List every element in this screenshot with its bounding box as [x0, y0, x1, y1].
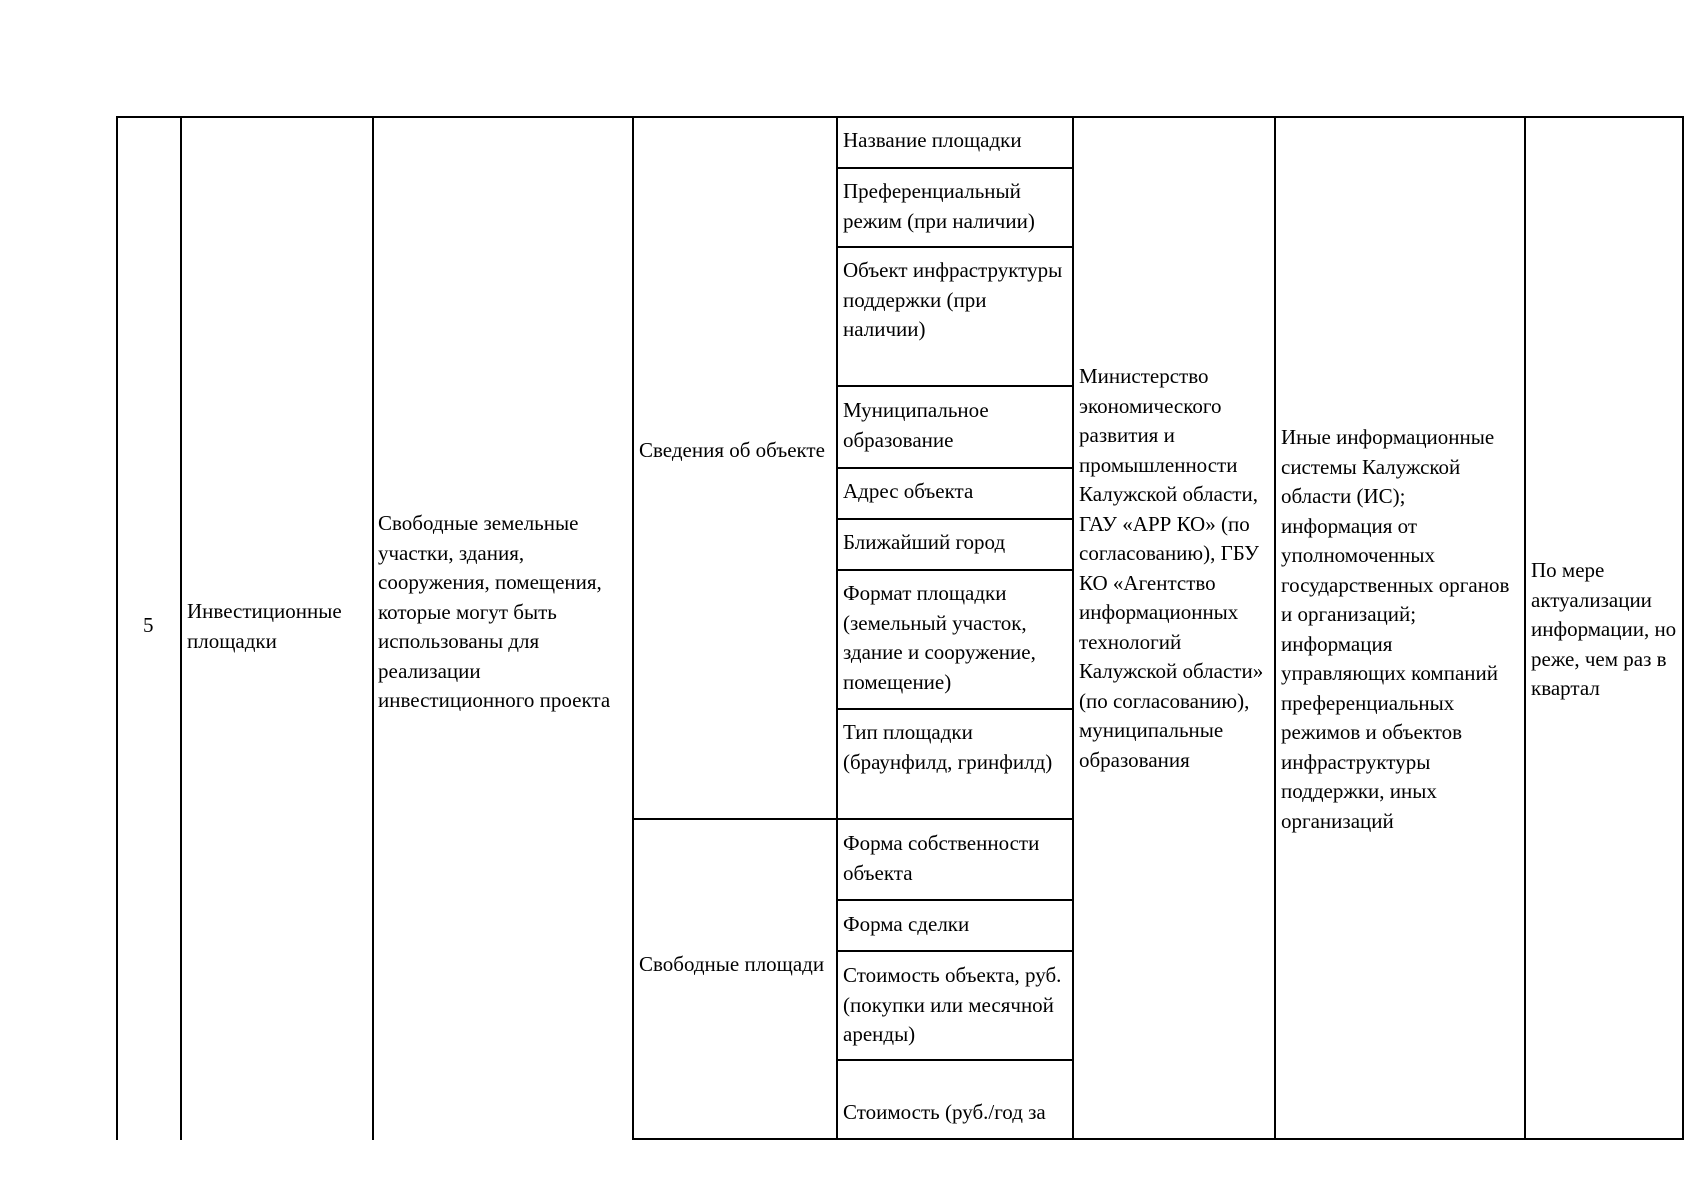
field-label: Формат площадки (земельный участок, здание и сооружение, помещение): [843, 581, 1036, 694]
column-divider: [836, 116, 838, 1140]
field-divider: [836, 950, 1074, 952]
field-divider: [836, 167, 1074, 169]
column-divider: [632, 116, 634, 1140]
table-border-bottom: [632, 1138, 1684, 1140]
column-divider: [1072, 116, 1074, 1140]
column-divider: [1274, 116, 1276, 1140]
column-divider: [180, 116, 182, 1140]
field-label: Преференциальный режим (при наличии): [843, 179, 1035, 233]
table-border-top: [116, 116, 1684, 118]
field-divider: [836, 899, 1074, 901]
field-label: Форма сделки: [843, 912, 970, 936]
field-divider: [836, 1059, 1074, 1061]
section-name: Инвестиционные площадки: [187, 599, 342, 653]
field-label: Стоимость объекта, руб. (покупки или месячной аренды): [843, 963, 1062, 1046]
field-label: Форма собственности объекта: [843, 831, 1040, 885]
table-border-left: [116, 116, 118, 1140]
group-title-object-info: Сведения об объекте: [639, 438, 825, 462]
field-label: Название площадки: [843, 128, 1022, 152]
field-label: Объект инфраструктуры поддержки (при наличии): [843, 258, 1063, 341]
information-sources: Иные информационные системы Калужской области (ИС); информация от уполномоченных государственных органов и организаций; информация управляющих компаний преференциальных режимов и объектов инфраструктуры поддержки, иных организаций: [1281, 425, 1510, 833]
field-label: Муниципальное образование: [843, 398, 989, 452]
column-divider: [1524, 116, 1526, 1140]
field-divider: [836, 467, 1074, 469]
field-divider: [836, 569, 1074, 571]
field-divider: [836, 818, 1074, 820]
group-divider: [632, 818, 838, 820]
field-label: Адрес объекта: [843, 479, 974, 503]
field-divider: [836, 246, 1074, 248]
column-divider: [372, 116, 374, 1140]
group-title-free-areas: Свободные площади: [639, 952, 825, 976]
field-label: Тип площадки (браунфилд, гринфилд): [843, 720, 1053, 774]
field-divider: [836, 518, 1074, 520]
responsible-authorities: Министерство экономического развития и промышленности Калужской области, ГАУ «АРР КО» (по согласованию), ГБУ КО «Агентство информационных технологий Калужской области» (по согласованию), муниципальные образования: [1079, 364, 1264, 772]
field-label: Ближайший город: [843, 530, 1006, 554]
field-label: Стоимость (руб./год за: [843, 1100, 1046, 1124]
table-border-right: [1682, 116, 1684, 1140]
section-description: Свободные земельные участки, здания, сооружения, помещения, которые могут быть использованы для реализации инвестиционного проекта: [378, 511, 611, 712]
row-number: 5: [143, 613, 154, 637]
field-divider: [836, 708, 1074, 710]
field-divider: [836, 385, 1074, 387]
update-frequency: По мере актуализации информации, но реже, чем раз в квартал: [1531, 558, 1677, 700]
